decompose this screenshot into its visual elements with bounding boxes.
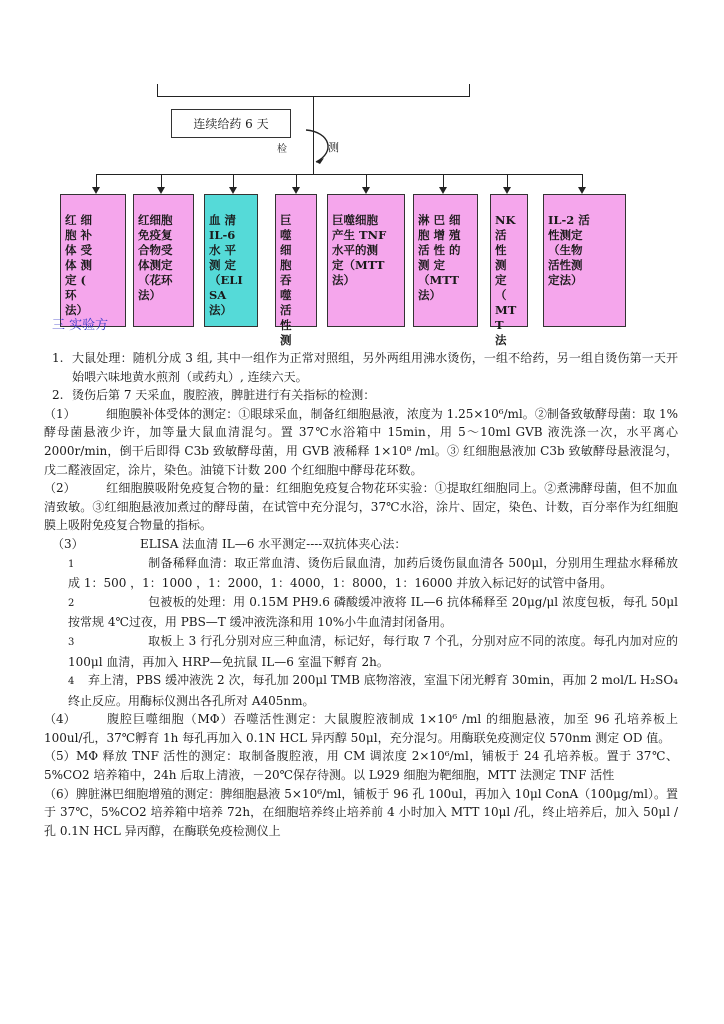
elisa-step-1: [52, 554, 678, 593]
label-detect-left: 检: [277, 144, 287, 155]
section-label: （1）: [44, 406, 76, 421]
flow-box-8-label: IL-2 活 性测定 （生物 活性测 定法）: [548, 213, 590, 287]
top-box-label: 连续给药 6 天: [193, 117, 269, 131]
flow-box-3: [204, 194, 258, 327]
flow-box-6-label: 淋 巴 细 胞 增 殖 活 性 的 测 定 （MTT 法）: [418, 213, 461, 302]
section-label: （5）: [44, 749, 76, 764]
flow-box-7-label: NK 活 性 测 定 （ MT T 法: [495, 213, 517, 347]
section-1: [44, 405, 678, 479]
drop-5: [366, 174, 367, 187]
step-text: 制备稀释血清：取正常血清、烫伤后鼠血清，加药后烫伤鼠血清各 500μl，分别用生理盐水释稀放成 1：500 ，1：1000 ，1：2000，1：4000，1：8000，1：16000 并放入标记好的试管中备用。: [68, 555, 678, 591]
body-text: [44, 349, 678, 840]
section-label: （2）: [44, 481, 76, 496]
flow-box-2: [133, 194, 194, 327]
section-text: 脾脏淋巴细胞增殖的测定：脾细胞悬液 5×10⁶/ml，铺板于 96 孔 100ul，再加入 10μl ConA（100μg/ml）。置于 37℃，5%CO2 培养箱中培养 72h，在细胞培养终止培养前 4 小时加入 MTT 10μl /孔，终止培养后，加入 50μl /孔 0.1N HCL 异丙醇，在酶联免疫检测仪上: [44, 786, 678, 838]
list-item-number: 2.: [52, 388, 64, 403]
arrow-6: [439, 187, 447, 194]
curved-arrow: [296, 124, 348, 166]
section-text: 腹腔巨噬细胞（MΦ）吞噬活性测定：大鼠腹腔液制成 1×10⁶ /ml 的细胞悬液，加至 96 孔培养板上 100ul/孔，37℃孵育 1h 每孔再加入 0.1N HCL 异丙醇 50μl，充分混匀。用酶联免疫测定仪 570nm 测定 OD 值。: [44, 712, 678, 745]
flow-box-8: [543, 194, 626, 327]
step-number: 2: [68, 597, 75, 609]
step-number: 4: [68, 676, 75, 688]
arrow-4: [292, 187, 300, 194]
drop-2: [161, 174, 162, 187]
flow-box-5: [327, 194, 405, 327]
section-5: [44, 747, 678, 784]
list-item: [52, 349, 678, 386]
section-label: （6）: [44, 786, 76, 801]
flow-box-5-label: 巨噬细胞 产生 TNF 水平的测 定（MTT 法）: [332, 213, 387, 287]
drop-6: [443, 174, 444, 187]
drop-3: [233, 174, 234, 187]
section-2: [44, 479, 678, 535]
section-6: [44, 785, 678, 841]
list-item-text: 烫伤后第 7 天采血，腹腔液，脾脏进行有关指标的检测：: [72, 388, 376, 403]
section-4: [44, 710, 678, 747]
section-text: 细胞膜补体受体的测定：①眼球采血，制备红细胞悬液，浓度为 1.25×10⁶/ml。②制备致敏酵母菌：取 1%酵母菌悬液少许，加等量大鼠血清混匀。置 37℃水浴箱中 15min，用 5～10ml GVB 液洗涤一次，水平离心 2000r/min，倒干后即得 C3b 致敏酵母菌，用 GVB 液稀释 1×10⁸ /ml。③ 红细胞悬液加 C3b 致敏酵母悬液混匀，戊二醛液固定，涂片，染色。油镜下计数 200 个红细胞中酵母花环数。: [44, 406, 678, 477]
flow-box-1-label: 红 细 胞 补 体 受 体 测 定 ( 环 法）: [65, 213, 93, 317]
arrow-1: [92, 187, 100, 194]
step-number: 1: [68, 558, 75, 570]
top-box: [171, 109, 291, 138]
flow-box-3-label: 血 清 IL-6 水 平 测 定 （ELI SA 法）: [209, 213, 243, 317]
arrow-5: [362, 187, 370, 194]
section-label: （3）: [52, 536, 84, 551]
drop-1: [96, 174, 97, 187]
arrow-8: [578, 187, 586, 194]
step-number: 3: [68, 636, 75, 648]
flow-box-1: [60, 194, 126, 327]
step-text: 包被板的处理：用 0.15M PH9.6 磷酸缓冲液将 IL—6 抗体稀释至 20μg/μl 浓度包板，每孔 50μl 按常规 4℃过夜，用 PBS—T 缓冲液洗涤和用 10%小牛血清封闭备用。: [68, 594, 678, 630]
elisa-step-2: [52, 593, 678, 632]
drop-4: [296, 174, 297, 187]
elisa-step-3: [52, 632, 678, 671]
drop-8: [582, 174, 583, 187]
section-heading-fragment: 三 实验方: [52, 318, 109, 333]
section-text: ELISA 法血清 IL—6 水平测定----双抗体夹心法：: [140, 536, 407, 551]
flow-box-4-label: 巨 噬 细 胞 吞 噬 活 性 测: [280, 213, 292, 347]
flow-box-6: [413, 194, 478, 327]
flow-box-7: [490, 194, 528, 347]
arrow-7: [503, 187, 511, 194]
list-item: [52, 386, 678, 405]
section-3: [52, 535, 678, 554]
label-detect-right: 测: [328, 141, 339, 154]
flow-box-2-label: 红细胞 免疫复 合物受 体测定 （花环 法）: [138, 213, 173, 302]
drop-7: [507, 174, 508, 187]
section-label: （4）: [44, 712, 76, 727]
step-text: 弃上清，PBS 缓冲液洗 2 次，每孔加 200μl TMB 底物溶液，室温下闭光孵育 30min，再加 2 mol/L H₂SO₄ 终止反应。用酶标仪测出各孔所对 A405nm。: [68, 673, 678, 708]
arrow-3: [229, 187, 237, 194]
elisa-step-4: [52, 671, 678, 710]
step-text: 取板上 3 行孔分别对应三种血清，标记好，每行取 7 个孔，分别对应不同的浓度。每孔内加对应的 100μl 血清，再加入 HRP—免抗鼠 IL—6 室温下孵育 2h。: [68, 633, 678, 669]
connector-horizontal: [96, 174, 582, 175]
flow-box-4: [275, 194, 317, 347]
bracket-right: [469, 84, 470, 96]
section-text: 红细胞膜吸附免疫复合物的量：红细胞免疫复合物花环实验：①提取红细胞同上。②煮沸酵母菌，但不加血清致敏。③红细胞悬液加煮过的酵母菌，在试管中充分混匀，37℃水浴，涂片、固定，染色、计数，百分率作为红细胞膜上吸附免疫复合物量的指标。: [44, 481, 678, 533]
arrow-2: [157, 187, 165, 194]
list-item-number: 1.: [52, 351, 64, 365]
section-text: MΦ 释放 TNF 活性的测定：取制备腹腔液，用 CM 调浓度 2×10⁶/ml，铺板于 24 孔培养板。置于 37℃、5%CO2 培养箱中，24h 后取上清液，－20℃保存待测。以 L929 细胞为靶细胞，MTT 法测定 TNF 活性: [44, 749, 678, 783]
bracket-left: [157, 84, 158, 96]
list-item-text: 大鼠处理：随机分成 3 组, 其中一组作为正常对照组，另外两组用沸水烫伤，一组不给药，另一组自烫伤第一天开始喂六味地黄水煎剂（或药丸）, 连续六天。: [72, 351, 678, 384]
